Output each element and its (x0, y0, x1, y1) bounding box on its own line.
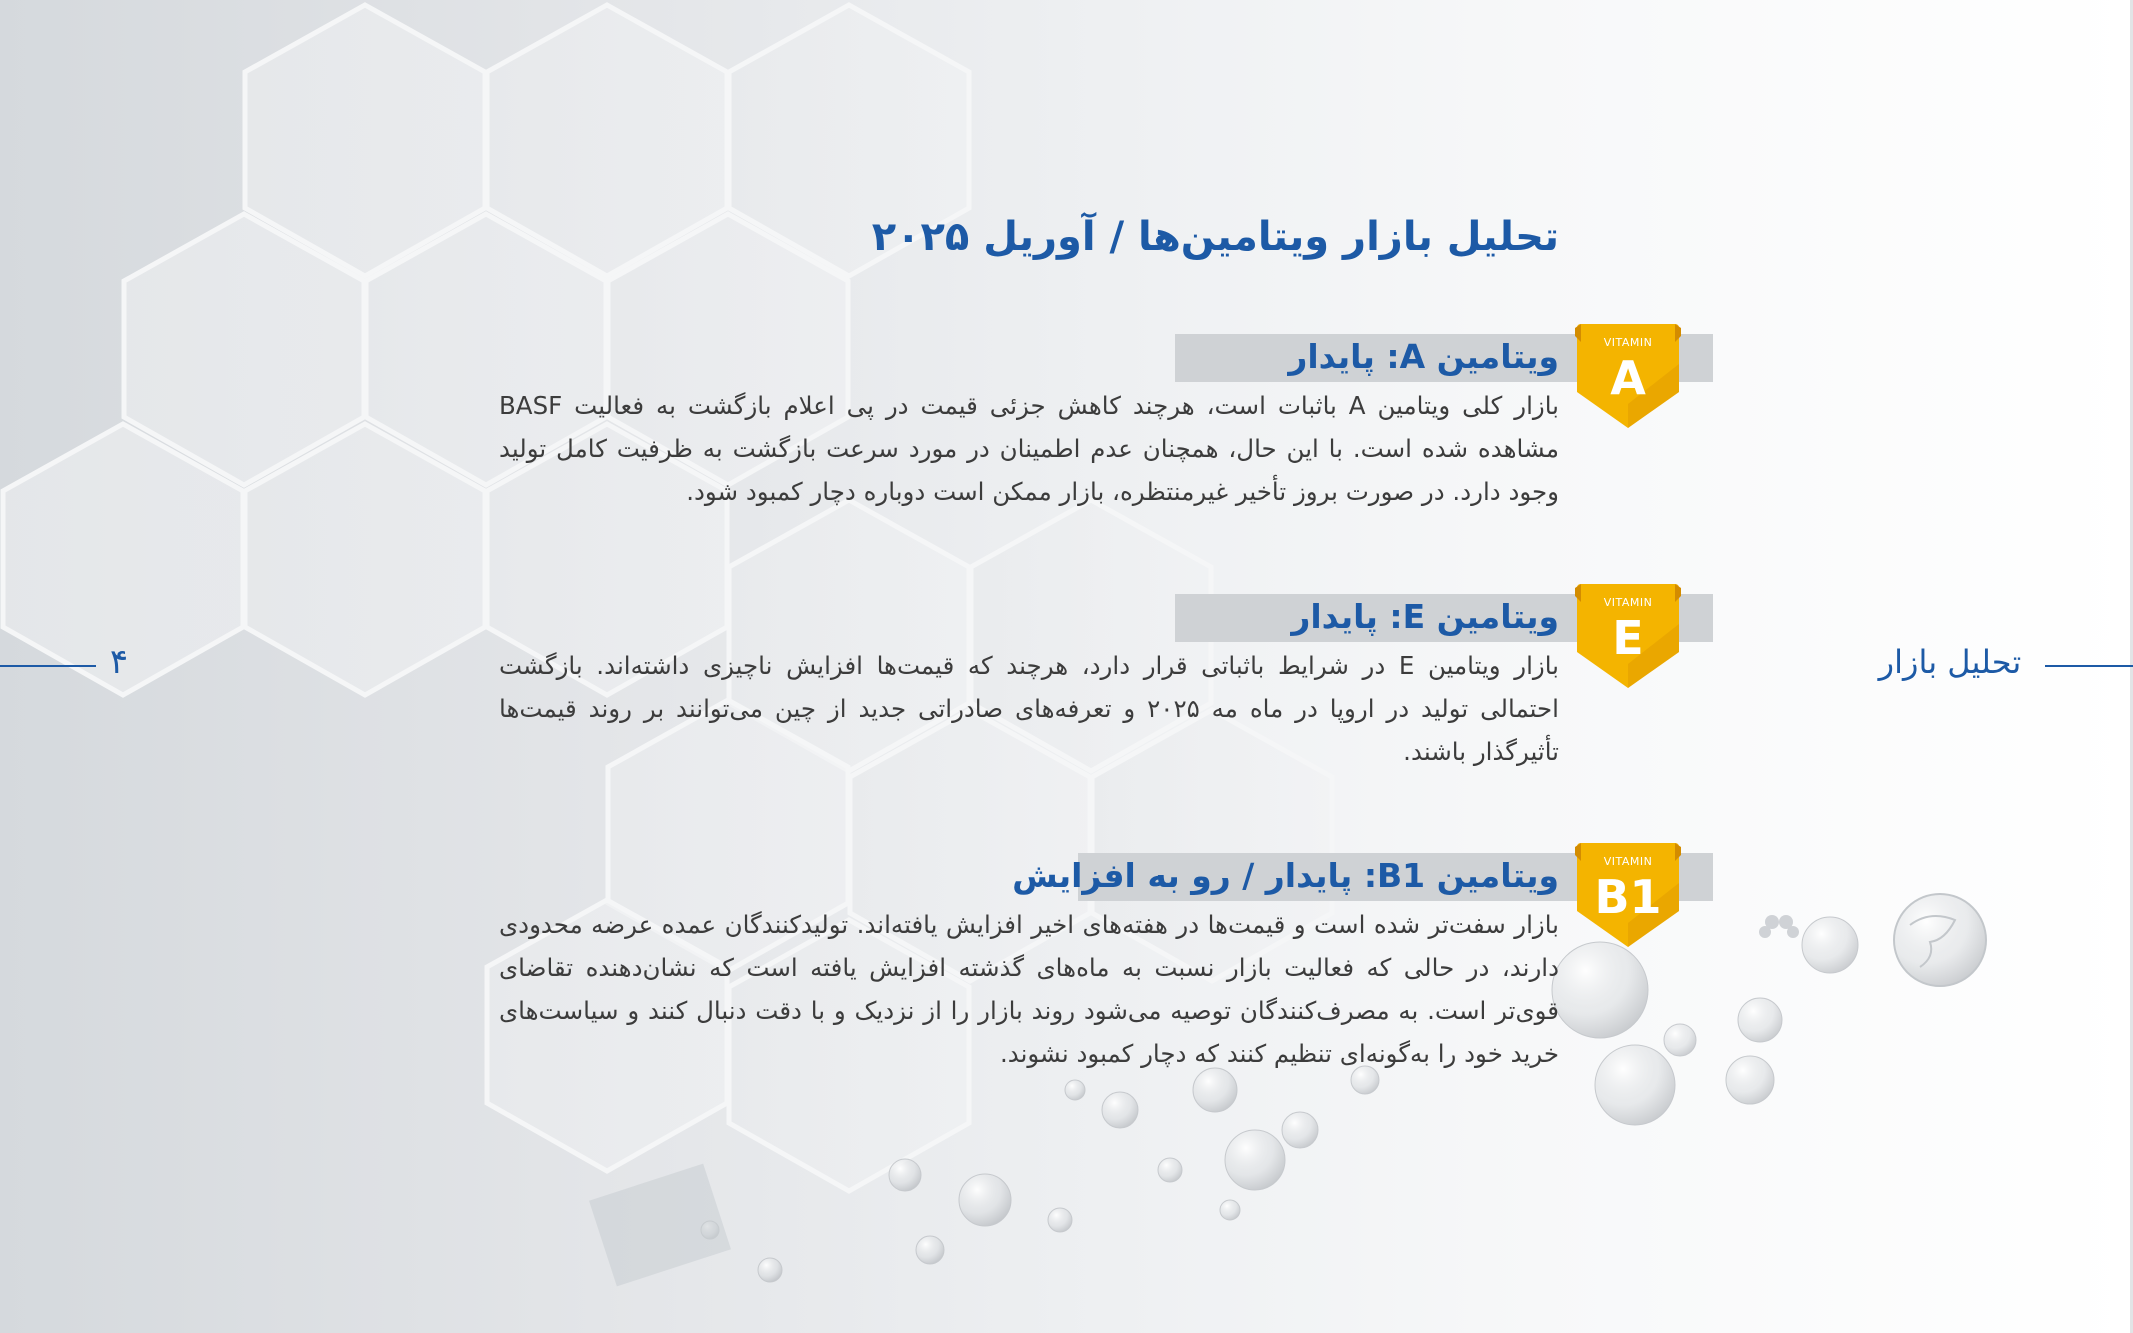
vitamin-a-body: بازار کلی ویتامین A باثبات است، هرچند کاهش جزئی قیمت در پی اعلام بازگشت به فعالیت BASF مشاهده شده است. با این حال، همچنان عدم اطمینان در مورد سرعت بازگشت به ظرفیت کامل تولید وجود دارد. در صورت بروز تأخیر غیرمنتظره، بازار ممکن است دوباره دچار کمبود شود. (499, 391, 1559, 506)
page-number: ۴ (109, 642, 129, 682)
vitamin-a-badge (1575, 324, 1681, 432)
badge-letter: E (1612, 611, 1644, 665)
vitamin-b1-badge (1575, 843, 1681, 951)
vitamin-a-heading: ویتامین A: پایدار (1288, 337, 1559, 376)
vitamin-a-section (0, 324, 2133, 614)
vitamin-b1-body: بازار سفت‌تر شده است و قیمت‌ها در هفته‌های اخیر افزایش یافته‌اند. تولیدکنندگان عمده عرضه محدودی دارند، در حالی که فعالیت بازار نسبت به ماه‌های گذشته افزایش یافته است که نشان‌دهنده تقاضای قوی‌تر است. به مصرف‌کنندگان توصیه می‌شود روند بازار را از نزدیک و با دقت دنبال کنند و سیاست‌های خرید خود را به‌گونه‌ای تنظیم کنند که دچار کمبود نشوند. (499, 910, 1559, 1068)
badge-letter: B1 (1594, 870, 1662, 924)
vitamin-e-body: بازار ویتامین E در شرایط باثباتی قرار دارد، هرچند که قیمت‌ها افزایش ناچیزی داشته‌اند. بازگشت احتمالی تولید در اروپا در ماه مه ۲۰۲۵ و تعرفه‌های صادراتی جدید از چین می‌توانند بر روند قیمت‌ها تأثیرگذار باشند. (499, 651, 1559, 766)
badge-small-label: VITAMIN (1603, 336, 1653, 349)
vitamin-e-section (0, 584, 2133, 874)
vitamin-e-badge (1575, 584, 1681, 692)
vitamin-b1-heading: ویتامین B1: پایدار / رو به افزایش (1012, 856, 1559, 895)
badge-letter: A (1610, 351, 1646, 405)
vitamin-b1-section (0, 843, 2133, 1133)
page-title: تحلیل بازار ویتامین‌ها / آوریل ۲۰۲۵ (871, 214, 1559, 260)
badge-small-label: VITAMIN (1603, 596, 1653, 609)
section-label: تحلیل بازار (1878, 643, 2022, 681)
vitamin-e-heading: ویتامین E: پایدار (1291, 597, 1559, 636)
badge-small-label: VITAMIN (1603, 855, 1653, 868)
